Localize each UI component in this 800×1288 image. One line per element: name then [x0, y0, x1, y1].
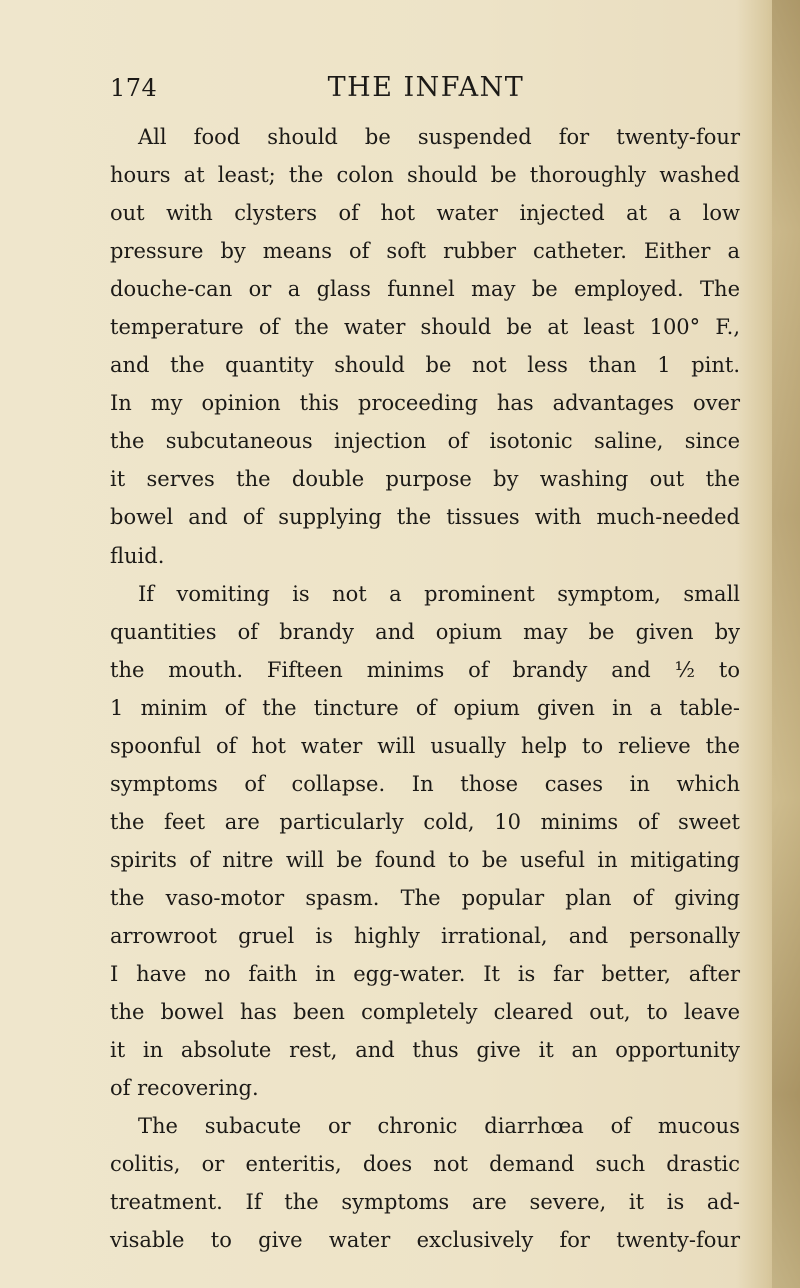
- text-line: of recovering.: [110, 1076, 259, 1101]
- text-line: treatment. If the symptoms are severe, it is ad-: [110, 1190, 740, 1215]
- text-line: fluid.: [110, 543, 165, 568]
- text-line: colitis, or enteritis, does not demand such drastic: [110, 1152, 740, 1177]
- text-line: temperature of the water should be at least 100° F.,: [110, 315, 740, 340]
- text-line: pressure by means of soft rubber catheter. Either a: [110, 239, 740, 264]
- text-line: douche-can or a glass funnel may be employed. The: [110, 277, 740, 302]
- text-line: If vomiting is not a prominent symptom, small: [138, 581, 740, 606]
- text-line: arrowroot gruel is highly irrational, and personally: [110, 923, 740, 948]
- running-title: THE INFANT: [327, 72, 525, 103]
- text-line: visable to give water exclusively for twenty-four: [110, 1228, 740, 1253]
- page-number: 174: [110, 74, 158, 102]
- page-header: [110, 66, 742, 106]
- text-line: 1 minim of the tincture of opium given in a table-: [110, 695, 740, 720]
- text-line: I have no faith in egg-water. It is far better, after: [110, 962, 740, 987]
- text-line: symptoms of collapse. In those cases in which: [110, 771, 740, 796]
- text-line: In my opinion this proceeding has advantages over: [110, 391, 740, 416]
- page-edge-stain: [772, 0, 800, 1288]
- text-line: and the quantity should be not less than 1 pint.: [110, 353, 740, 378]
- text-line: out with clysters of hot water injected at a low: [110, 201, 740, 226]
- text-line: spirits of nitre will be found to be useful in mitigating: [110, 847, 740, 872]
- text-line: the subcutaneous injection of isotonic saline, since: [110, 429, 740, 454]
- text-line: it serves the double purpose by washing out the: [110, 467, 740, 492]
- text-line: the feet are particularly cold, 10 minims of sweet: [110, 809, 740, 834]
- body-text: [110, 118, 740, 1259]
- text-line: hours at least; the colon should be thoroughly washed: [110, 163, 740, 188]
- text-line: spoonful of hot water will usually help to relieve the: [110, 733, 740, 758]
- text-line: All food should be suspended for twenty-four: [138, 125, 740, 149]
- text-line: quantities of brandy and opium may be given by: [110, 619, 740, 644]
- text-line: the bowel has been completely cleared out, to leave: [110, 1000, 740, 1025]
- text-line: bowel and of supplying the tissues with much-needed: [110, 505, 740, 530]
- text-line: it in absolute rest, and thus give it an opportunity: [110, 1038, 740, 1063]
- text-line: the mouth. Fifteen minims of brandy and ½ to: [110, 657, 740, 682]
- text-line: The subacute or chronic diarrhœa of mucous: [138, 1114, 740, 1139]
- text-line: the vaso-motor spasm. The popular plan of giving: [110, 885, 740, 910]
